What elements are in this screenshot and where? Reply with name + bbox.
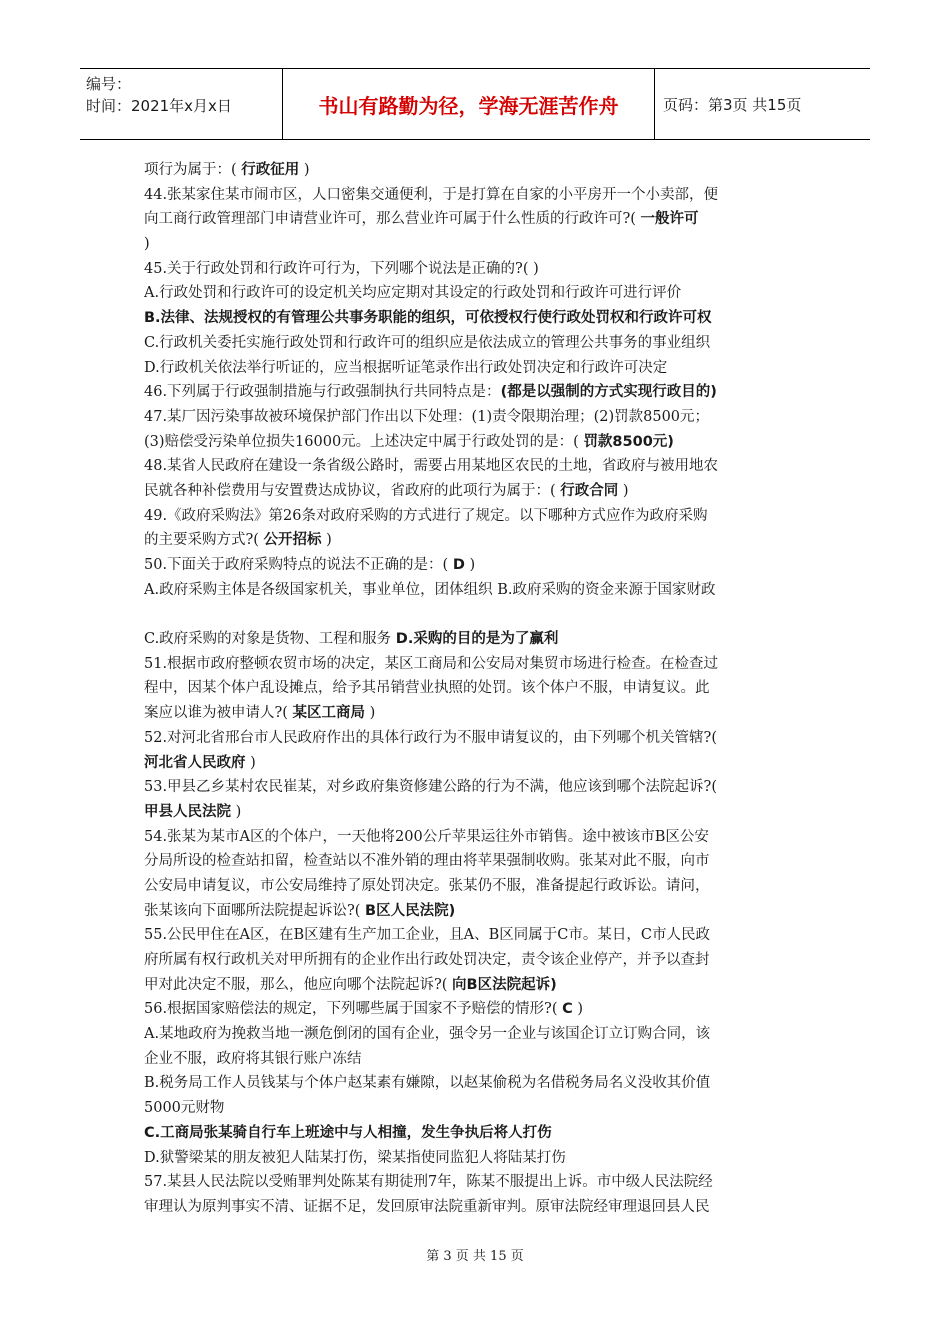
text-line [144, 232, 812, 257]
page-header [80, 68, 870, 140]
text-line [144, 775, 812, 800]
body-text: (3)赔偿受污染单位损失16000元。上述决定中属于行政处罚的是：( [144, 433, 584, 450]
text-line [144, 158, 812, 183]
body-text: 张某该向下面哪所法院提起诉讼?( [144, 902, 366, 919]
answer-text: C.工商局张某骑自行车上班途中与人相撞，发生争执后将人打伤 [144, 1124, 552, 1141]
text-line [144, 701, 812, 726]
answer-text: B区人民法院) [365, 902, 456, 919]
body-text: 56.根据国家赔偿法的规定，下列哪些属于国家不予赔偿的情形?( [144, 1001, 563, 1018]
text-line [144, 751, 812, 776]
body-text: 的主要采购方式?( [144, 532, 264, 549]
text-line [144, 726, 812, 751]
answer-text: C [562, 1001, 573, 1018]
body-text: 44.张某家住某市闹市区，人口密集交通便利，于是打算在自家的小平房开一个小卖部，便 [144, 186, 719, 203]
body-text: 48.某省人民政府在建设一条省级公路时，需要占用某地区农民的土地，省政府与被用地农 [144, 458, 719, 475]
answer-text: 向B区法院起诉) [452, 976, 557, 993]
body-text: ) [321, 532, 332, 549]
text-line [144, 825, 812, 850]
body-text: 审理认为原判事实不清、证据不足，发回原审法院重新审判。原审法院经审理退回县人民 [144, 1198, 710, 1215]
text-line [144, 281, 812, 306]
body-text: 52.对河北省邢台市人民政府作出的具体行政行为不服申请复议的，由下列哪个机关管辖?( [144, 729, 717, 746]
body-text: 45.关于行政处罚和行政许可行为，下列哪个说法是正确的?( ) [144, 260, 539, 277]
answer-text: 一般许可 [640, 211, 699, 228]
answer-text: D [452, 557, 465, 573]
text-line [144, 430, 812, 455]
text-line [144, 1022, 812, 1047]
body-text: A.某地政府为挽救当地一濒危倒闭的国有企业，强令另一企业与该国企订立订购合同，该 [144, 1026, 711, 1043]
body-text: 57.某县人民法院以受贿罪判处陈某有期徒刑7年，陈某不服提出上诉。市中级人民法院经 [144, 1174, 713, 1191]
body-text: 项行为属于：( [144, 162, 242, 178]
body-text: B.税务局工作人员钱某与个体户赵某素有嫌隙，以赵某偷税为名借税务局名义没收其价值 [144, 1075, 711, 1092]
page-footer: 第 3 页 共 15 页 [426, 1249, 524, 1264]
body-text: 向工商行政管理部门申请营业许可，那么营业许可属于什么性质的行政许可?( [144, 211, 641, 228]
body-text: 55.公民甲住在A区，在B区建有生产加工企业，且A、B区同属于C市。某日，C市人民政 [144, 927, 710, 944]
body-text: ) [144, 236, 150, 253]
header-meta-cell [80, 69, 283, 139]
text-line [144, 1195, 812, 1220]
answer-text: (都是以强制的方式实现行政目的) [500, 384, 717, 401]
text-line [144, 948, 812, 973]
text-line [144, 257, 812, 282]
body-text: ) [365, 705, 376, 722]
document-time-label: 时间：2021年x月x日 [86, 97, 232, 115]
text-line [144, 454, 812, 479]
answer-text: 河北省人民政府 [144, 754, 246, 771]
text-line [144, 479, 812, 504]
body-text: 49.《政府采购法》第26条对政府采购的方式进行了规定。以下哪种方式应作为政府采购 [144, 507, 708, 524]
text-line [144, 183, 812, 208]
body-text: A.政府采购主体是各级国家机关，事业单位，团体组织 B.政府采购的资金来源于国家财政 [144, 581, 716, 598]
body-text: 府所属有权行政机关对甲所拥有的企业作出行政处罚决定，责令该企业停产，并予以查封 [144, 952, 710, 968]
text-line [144, 1170, 812, 1195]
text-line [144, 578, 812, 603]
text-line [144, 207, 812, 232]
text-line [144, 1047, 812, 1072]
body-text: ) [231, 803, 242, 820]
text-line [144, 627, 812, 652]
answer-text: B.法律、法规授权的有管理公共事务职能的组织，可依授权行使行政处罚权和行政许可权 [144, 310, 712, 327]
body-text: A.行政处罚和行政许可的设定机关均应定期对其设定的行政处罚和行政许可进行评价 [144, 285, 682, 302]
body-text: ) [618, 482, 629, 499]
text-line [144, 331, 812, 356]
text-line [144, 899, 812, 924]
answer-text: 甲县人民法院 [144, 803, 231, 820]
answer-text: 公开招标 [263, 532, 322, 549]
header-motto: 书山有路勤为径，学海无涯苦作舟 [283, 69, 655, 139]
body-text: 47.某厂因污染事故被环境保护部门作出以下处理：(1)责令限期治理；(2)罚款8500元； [144, 408, 710, 425]
body-text: 54.张某为某市A区的个体户，一天他将200公斤苹果运往外市销售。途中被该市B区公安 [144, 828, 709, 845]
text-line [144, 849, 812, 874]
answer-text: 某区工商局 [292, 705, 366, 722]
text-line [144, 528, 812, 553]
body-text: 53.甲县乙乡某村农民崔某，对乡政府集资修建公路的行为不满，他应该到哪个法院起诉?( [144, 779, 717, 796]
body-text: 程中，因某个体户乱设摊点，给予其吊销营业执照的处罚。该个体户不服，申请复议。此 [144, 680, 710, 697]
body-text: 46.下列属于行政强制措施与行政强制执行共同特点是： [144, 384, 501, 401]
text-line [144, 997, 812, 1022]
body-text: C.政府采购的对象是货物、工程和服务 [144, 631, 396, 648]
text-line [144, 356, 812, 381]
document-body [144, 158, 812, 1220]
text-line [144, 923, 812, 948]
text-line [144, 800, 812, 825]
body-text: D.行政机关依法举行听证的，应当根据听证笔录作出行政处罚决定和行政许可决定 [144, 359, 668, 376]
answer-text: 行政合同 [560, 482, 619, 499]
body-text: 民就各种补偿费用与安置费达成协议，省政府的此项行为属于：( [144, 482, 561, 499]
body-text: 50.下面关于政府采购特点的说法不正确的是：( [144, 557, 453, 573]
header-page-number: 页码：第3页 共15页 [663, 95, 802, 114]
body-text: C.行政机关委托实施行政处罚和行政许可的组织应是依法成立的管理公共事务的事业组织 [144, 334, 711, 351]
text-line [144, 1096, 812, 1121]
answer-text: 行政征用 [241, 162, 300, 178]
body-text: 甲对此决定不服，那么，他应向哪个法院起诉?( [144, 976, 453, 993]
blank-line [144, 602, 812, 627]
body-text: ) [572, 1001, 584, 1018]
text-line [144, 652, 812, 677]
text-line [144, 1121, 812, 1146]
text-line [144, 676, 812, 701]
body-text: ) [464, 557, 476, 573]
document-number-label: 编号： [86, 75, 132, 93]
body-text: ) [299, 162, 310, 178]
body-text: D.狱警梁某的朋友被犯人陆某打伤，梁某指使同监犯人将陆某打伤 [144, 1149, 566, 1166]
answer-text: D.采购的目的是为了赢利 [395, 631, 559, 648]
body-text: ) [245, 754, 256, 771]
body-text: 51.根据市政府整顿农贸市场的决定，某区工商局和公安局对集贸市场进行检查。在检查过 [144, 655, 719, 672]
body-text: 分局所设的检查站扣留，检查站以不准外销的理由将苹果强制收购。张某对此不服，向市 [144, 853, 710, 870]
body-text: 案应以谁为被申请人?( [144, 705, 293, 722]
text-line [144, 1146, 812, 1171]
body-text: 企业不服，政府将其银行账户冻结 [144, 1050, 362, 1067]
answer-text: 罚款8500元) [583, 433, 674, 450]
text-line [144, 874, 812, 899]
text-line [144, 553, 812, 578]
text-line [144, 306, 812, 331]
text-line [144, 380, 812, 405]
text-line [144, 504, 812, 529]
body-text: 5000元财物 [144, 1100, 225, 1117]
text-line [144, 973, 812, 998]
text-line [144, 405, 812, 430]
text-line [144, 1071, 812, 1096]
body-text: 公安局申请复议，市公安局维持了原处罚决定。张某仍不服，准备提起行政诉讼。请问， [144, 877, 710, 894]
